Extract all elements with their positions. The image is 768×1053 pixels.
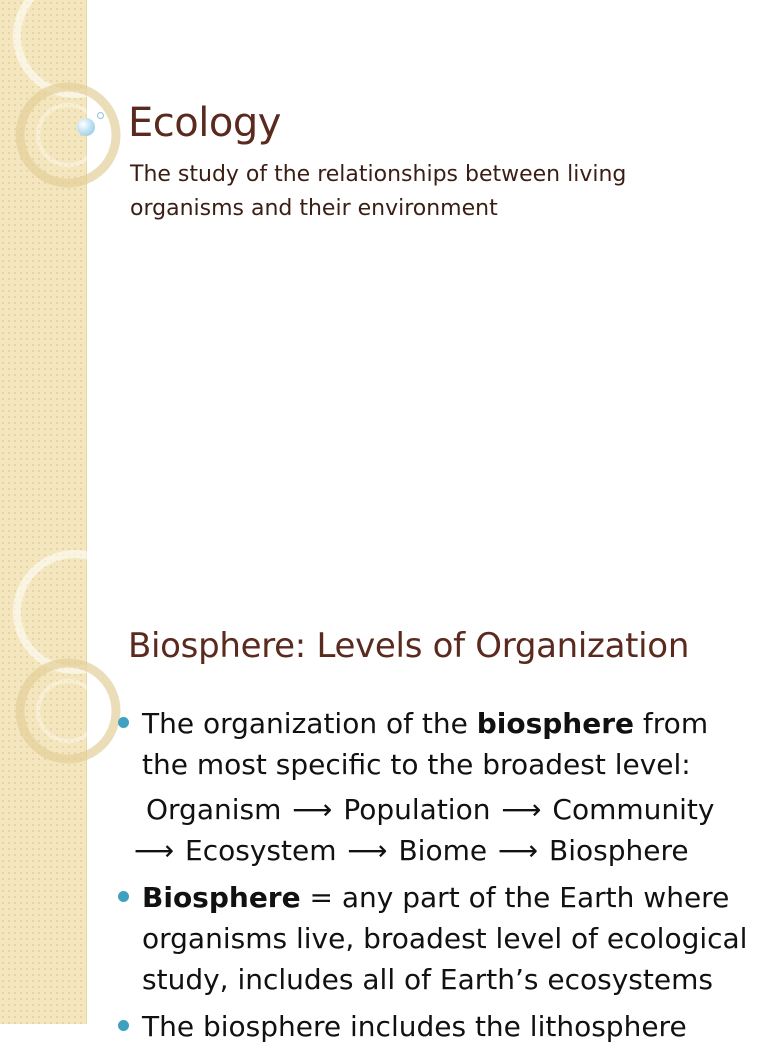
slide-biosphere-levels bbox=[0, 576, 768, 1043]
arrow-right-icon: ⟶ bbox=[497, 834, 539, 867]
sequence-line bbox=[142, 789, 756, 830]
sequence-item: Ecosystem bbox=[185, 834, 337, 867]
arrow-right-icon: ⟶ bbox=[134, 834, 175, 867]
sequence-item: Community bbox=[552, 793, 715, 826]
swirl-ornament-icon bbox=[0, 0, 86, 576]
slide-title: Biosphere: Levels of Organization bbox=[128, 626, 690, 666]
bullet-list bbox=[116, 703, 756, 1053]
bullet-dot-icon bbox=[118, 717, 129, 728]
slide-subtitle: The study of the relationships between living organisms and their environment bbox=[130, 162, 627, 221]
organization-sequence bbox=[116, 789, 756, 871]
bubble-small-icon bbox=[97, 112, 104, 119]
bullet-dot-icon bbox=[118, 891, 129, 902]
bullet-item bbox=[116, 703, 756, 785]
decorative-side-band bbox=[0, 576, 87, 1024]
swirl-ornament-icon bbox=[0, 576, 86, 1024]
bullet-text: = any part of the Earth where organisms live, broadest level of ecological study, includes all of Earth’s ecosystems bbox=[142, 881, 748, 996]
sequence-item: Population bbox=[343, 793, 491, 826]
bullet-text: The organization of the bbox=[142, 707, 477, 740]
arrow-right-icon: ⟶ bbox=[347, 834, 388, 867]
bullet-text: The biosphere includes the lithosphere bbox=[142, 1010, 687, 1043]
slide-title: Ecology bbox=[128, 100, 281, 146]
bullet-text: from the most specific to the broadest level: bbox=[142, 707, 709, 781]
sequence-item: Biome bbox=[398, 834, 488, 867]
arrow-right-icon: ⟶ bbox=[292, 793, 333, 826]
bullet-dot-icon bbox=[118, 1020, 129, 1031]
bullet-item bbox=[116, 877, 756, 1000]
decorative-side-band bbox=[0, 0, 87, 576]
bullet-item bbox=[116, 1006, 756, 1047]
bold-term: Biosphere bbox=[142, 881, 301, 914]
sequence-item: Organism bbox=[146, 793, 282, 826]
sequence-item: Biosphere bbox=[549, 834, 689, 867]
bold-term: biosphere bbox=[476, 707, 635, 740]
arrow-right-icon: ⟶ bbox=[501, 793, 542, 826]
sequence-line bbox=[132, 830, 756, 871]
bubble-icon bbox=[77, 118, 95, 136]
